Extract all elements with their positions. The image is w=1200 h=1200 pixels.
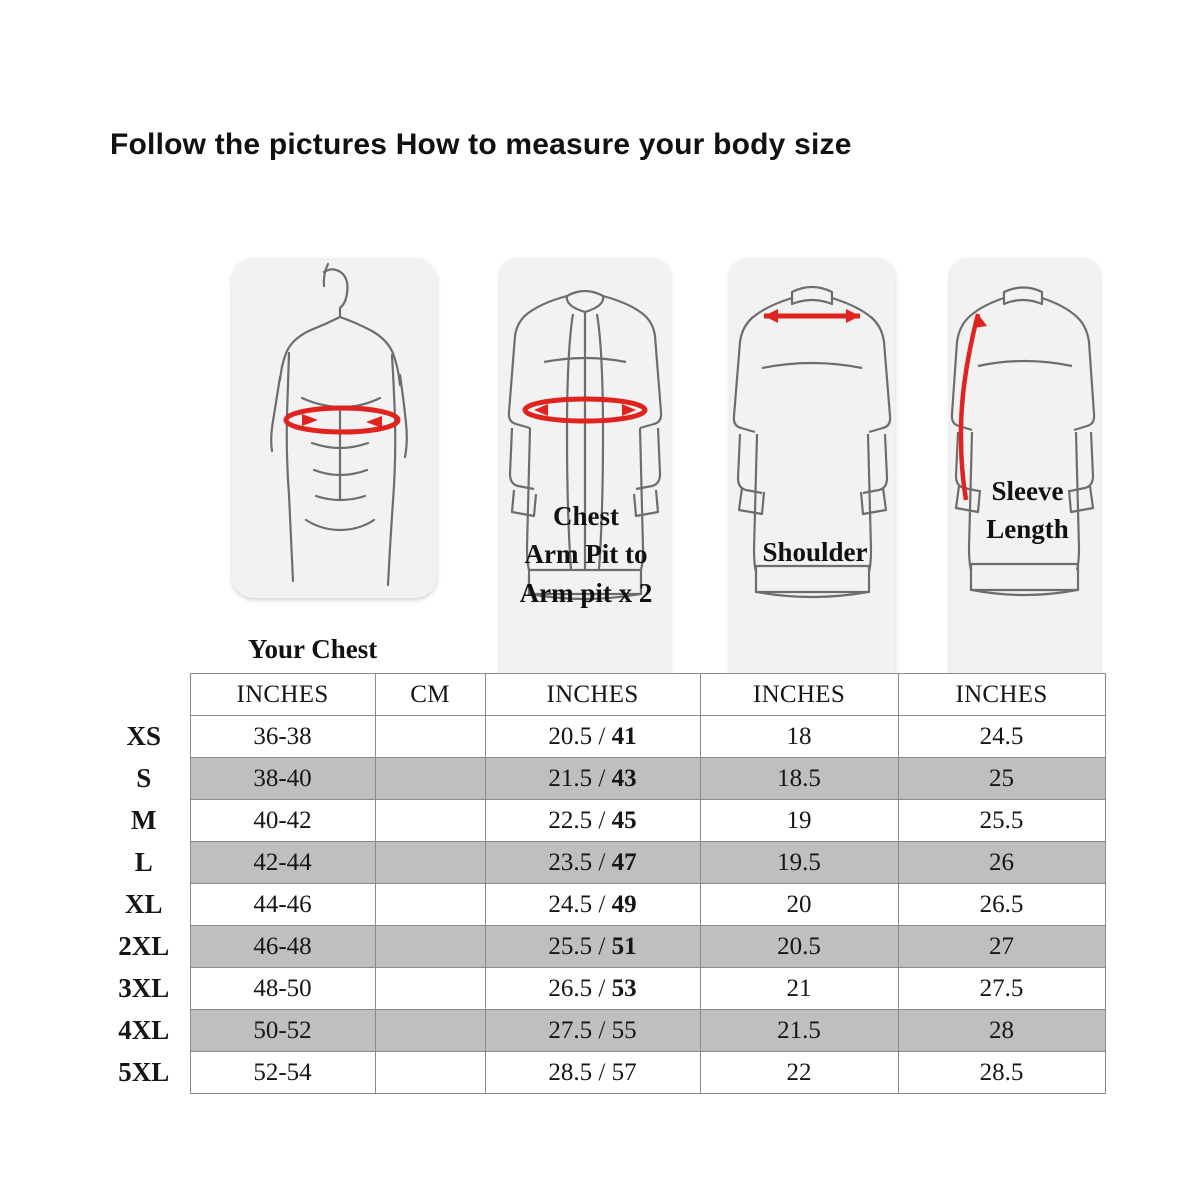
chest-jacket-illustration-card: [500, 258, 670, 693]
cell-cm: [375, 758, 485, 800]
shoulder-jacket-illustration-card: [730, 258, 895, 693]
cell-shoulder-inches: 19.5: [700, 842, 898, 884]
your-chest-label: Your Chest: [248, 634, 378, 664]
cell-your-chest-inches: 40-42: [190, 800, 375, 842]
table-row: [98, 800, 1105, 842]
cell-size: S: [98, 758, 190, 800]
cell-chest-inches: 26.5 / 53: [485, 968, 700, 1010]
cell-cm: [375, 800, 485, 842]
cell-shoulder-inches: 20.5: [700, 926, 898, 968]
cell-chest-inches: 20.5 / 41: [485, 716, 700, 758]
sleeve-caption-line2: Length: [986, 514, 1069, 545]
cell-cm: [375, 926, 485, 968]
cell-cm: [375, 884, 485, 926]
cell-your-chest-inches: 44-46: [190, 884, 375, 926]
table-header-row: [98, 674, 1105, 716]
table-row: [98, 968, 1105, 1010]
header-shoulder-inches: INCHES: [700, 674, 898, 716]
body-figure-icon: [232, 258, 437, 598]
cell-your-chest-inches: 38-40: [190, 758, 375, 800]
cell-cm: [375, 968, 485, 1010]
cell-your-chest-inches: 52-54: [190, 1052, 375, 1094]
shoulder-caption: Shoulder: [762, 537, 868, 567]
cell-size: M: [98, 800, 190, 842]
cell-size: 4XL: [98, 1010, 190, 1052]
size-table-body: [98, 716, 1105, 1094]
cell-shoulder-inches: 18: [700, 716, 898, 758]
chest-caption-line2: Arm Pit to: [524, 539, 648, 570]
chest-caption: [470, 497, 702, 612]
cell-your-chest-inches: 50-52: [190, 1010, 375, 1052]
cell-cm: [375, 842, 485, 884]
cell-sleeve-inches: 26.5: [898, 884, 1105, 926]
cell-your-chest-inches: 42-44: [190, 842, 375, 884]
cell-shoulder-inches: 20: [700, 884, 898, 926]
header-cm: CM: [375, 674, 485, 716]
table-row: [98, 1052, 1105, 1094]
cell-cm: [375, 1010, 485, 1052]
cell-sleeve-inches: 25: [898, 758, 1105, 800]
header-sleeve-inches: INCHES: [898, 674, 1105, 716]
chest-caption-line1: Chest: [553, 501, 619, 531]
table-row: [98, 884, 1105, 926]
cell-sleeve-inches: 24.5: [898, 716, 1105, 758]
table-row: [98, 926, 1105, 968]
header-your-chest-inches: INCHES: [190, 674, 375, 716]
cell-your-chest-inches: 46-48: [190, 926, 375, 968]
cell-sleeve-inches: 28.5: [898, 1052, 1105, 1094]
cell-size: L: [98, 842, 190, 884]
cell-chest-inches: 24.5 / 49: [485, 884, 700, 926]
cell-your-chest-inches: 48-50: [190, 968, 375, 1010]
body-chest-illustration-card: [232, 258, 437, 598]
sleeve-caption: [935, 472, 1120, 549]
cell-size: XS: [98, 716, 190, 758]
table-row: [98, 1010, 1105, 1052]
jacket-back-icon: [730, 258, 895, 693]
cell-size: 3XL: [98, 968, 190, 1010]
cell-your-chest-inches: 36-38: [190, 716, 375, 758]
table-row: [98, 842, 1105, 884]
size-table: [98, 673, 1106, 1094]
sleeve-caption-line1: Sleeve: [991, 476, 1064, 506]
cell-chest-inches: 28.5 / 57: [485, 1052, 700, 1094]
cell-chest-inches: 25.5 / 51: [485, 926, 700, 968]
cell-shoulder-inches: 21.5: [700, 1010, 898, 1052]
cell-sleeve-inches: 25.5: [898, 800, 1105, 842]
header-chest-inches: INCHES: [485, 674, 700, 716]
size-table-header: [98, 674, 1105, 716]
cell-sleeve-inches: 27: [898, 926, 1105, 968]
cell-sleeve-inches: 27.5: [898, 968, 1105, 1010]
table-row: [98, 716, 1105, 758]
page-title: Follow the pictures How to measure your body size: [110, 128, 852, 161]
table-row: [98, 758, 1105, 800]
cell-shoulder-inches: 19: [700, 800, 898, 842]
cell-shoulder-inches: 21: [700, 968, 898, 1010]
chest-measure-line: [286, 408, 398, 432]
jacket-front-icon: [500, 258, 670, 693]
cell-shoulder-inches: 18.5: [700, 758, 898, 800]
cell-size: XL: [98, 884, 190, 926]
cell-cm: [375, 716, 485, 758]
cell-chest-inches: 22.5 / 45: [485, 800, 700, 842]
cell-shoulder-inches: 22: [700, 1052, 898, 1094]
chest-caption-line3: Arm pit x 2: [519, 577, 653, 608]
cell-sleeve-inches: 26: [898, 842, 1105, 884]
cell-chest-inches: 27.5 / 55: [485, 1010, 700, 1052]
shoulder-measure-line: [764, 309, 860, 323]
cell-size: 2XL: [98, 926, 190, 968]
cell-chest-inches: 23.5 / 47: [485, 842, 700, 884]
cell-size: 5XL: [98, 1052, 190, 1094]
cell-chest-inches: 21.5 / 43: [485, 758, 700, 800]
cell-sleeve-inches: 28: [898, 1010, 1105, 1052]
header-size: [98, 674, 190, 716]
cell-cm: [375, 1052, 485, 1094]
